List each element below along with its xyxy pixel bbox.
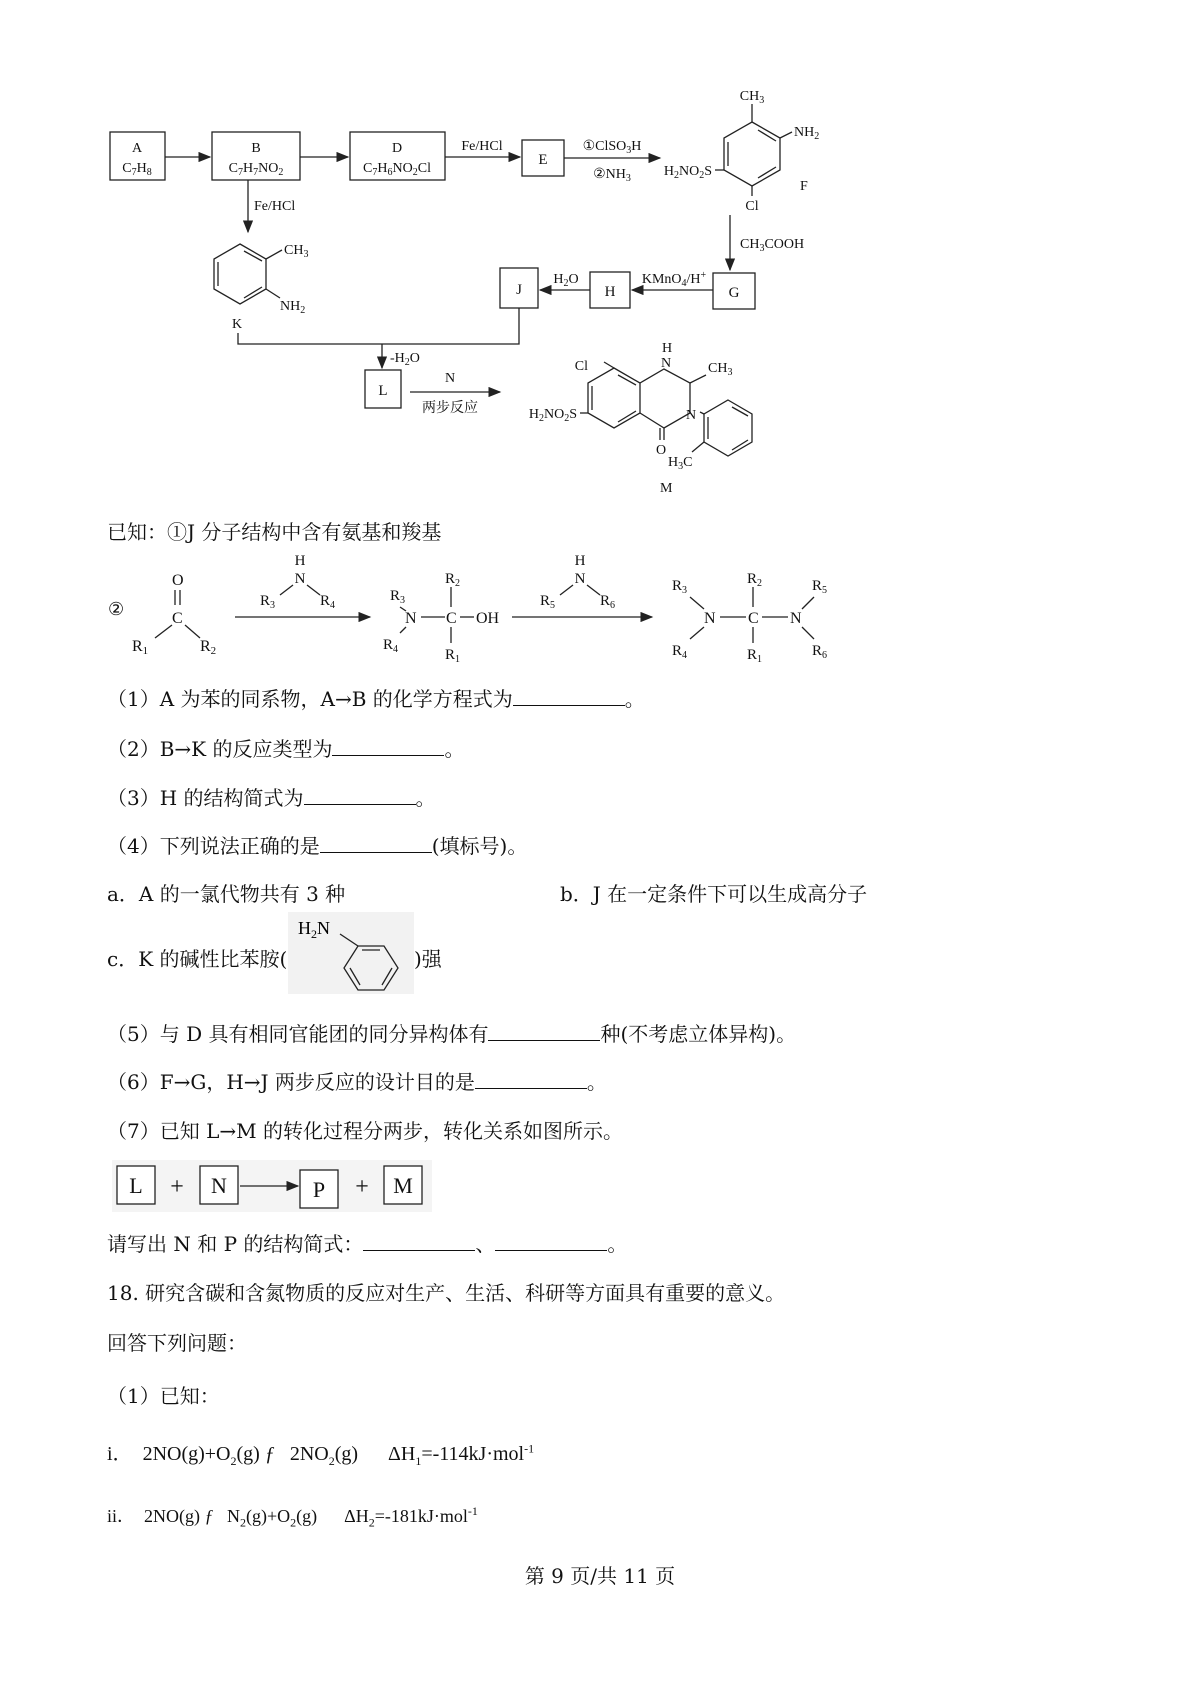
question-7-ask: 请写出 N 和 P 的结构简式： 、 。 xyxy=(107,1232,628,1256)
svg-text:L: L xyxy=(378,383,388,399)
svg-text:C7H8: $C_7H_8$ xyxy=(122,161,152,178)
svg-text:Cl: Cl xyxy=(745,199,759,214)
known-1: 已知：①J 分子结构中含有氨基和羧基 xyxy=(107,520,442,544)
reagent-kmno4: KMnO$_4$/H+ xyxy=(641,270,707,289)
compound-M xyxy=(529,341,752,496)
question-5: （5）与 D 具有相同官能团的同分异构体有 种(不考虑立体异构)。 xyxy=(107,1022,797,1046)
svg-text:R6: $R_6$ xyxy=(600,593,616,611)
svg-text:CH3: $CH_3$ xyxy=(284,243,309,260)
question-6: （6）F→G，H→J 两步反应的设计目的是 。 xyxy=(107,1070,607,1094)
svg-text:R5: $R_5$ xyxy=(812,578,828,596)
question-2: （2）B→K 的反应类型为 。 xyxy=(107,737,465,761)
reagent-two-step: 两步反应 xyxy=(422,401,478,416)
question-18-title: 18. 研究含碳和含氮物质的反应对生产、生活、科研等方面具有重要的意义。 xyxy=(107,1281,786,1305)
question-1: （1）A 为苯的同系物，A→B 的化学方程式为 。 xyxy=(107,687,645,711)
svg-text:H: H xyxy=(604,284,616,300)
reagent-minus-h2o: $-H_2O$ xyxy=(390,351,420,368)
option-a: a．A 的一氯代物共有 3 种 xyxy=(107,882,346,906)
svg-text:N: N xyxy=(704,610,716,627)
svg-text:K: K xyxy=(232,317,243,332)
aniline-structure xyxy=(288,912,414,994)
svg-text:CH3: $CH_3$ xyxy=(708,361,733,378)
box-H xyxy=(590,272,630,308)
reagent-fe-hcl-1: Fe/HCl xyxy=(461,139,503,154)
svg-text:R1: R1 xyxy=(132,638,149,657)
synthesis-scheme xyxy=(0,0,1200,520)
box-G xyxy=(713,273,755,309)
svg-text:M: M xyxy=(393,1173,413,1198)
svg-text:C7H6NO2Cl: $C_7H_6NO_2Cl$ xyxy=(363,161,431,178)
reagent-clso3h: ①ClSO$_3$H xyxy=(582,139,642,156)
svg-text:H2NO2S: $H_2NO_2S$ xyxy=(528,407,577,424)
svg-text:+: + xyxy=(170,1174,184,1200)
svg-text:G: G xyxy=(728,285,740,301)
compound-K xyxy=(214,243,308,332)
svg-text:R4: $R_4$ xyxy=(383,637,399,655)
box-D xyxy=(350,132,445,180)
svg-text:R4: $R_4$ xyxy=(672,643,688,661)
svg-text:P: P xyxy=(312,1177,326,1202)
option-b: b．J 在一定条件下可以生成高分子 xyxy=(560,882,868,906)
compound-F xyxy=(664,89,819,214)
svg-text:N: N xyxy=(211,1173,227,1198)
page-footer: 第 9 页/共 11 页 xyxy=(524,1564,676,1588)
svg-text:NH2: $NH_2$ xyxy=(280,299,306,316)
svg-text:E: E xyxy=(538,152,548,168)
svg-text:B: B xyxy=(251,141,261,156)
svg-text:C: C xyxy=(748,610,759,627)
question-7: （7）已知 L→M 的转化过程分两步，转化关系如图所示。 xyxy=(107,1119,623,1143)
svg-text:O: O xyxy=(656,443,667,458)
question-3: （3）H 的结构简式为 。 xyxy=(107,786,436,810)
svg-text:H: H xyxy=(662,341,673,356)
svg-text:R3: $R_3$ xyxy=(672,578,688,596)
equation-ii: ii． 2NO(g) ƒ $N_2(g)+O_2(g)$ $\Delta H_2=-181kJ\cdot mol^{-1}$ xyxy=(107,1504,478,1530)
svg-text:R6: $R_6$ xyxy=(812,643,828,661)
equation-i: i． $2NO(g)+O_2(g)$ ƒ $2NO_2(g)$ $\Delta H_1=-114kJ\cdot mol^{-1}$ xyxy=(107,1441,535,1468)
svg-text:OH: OH xyxy=(476,610,500,627)
box-J xyxy=(500,268,538,308)
svg-text:L: L xyxy=(129,1173,143,1198)
svg-text:R3: $R_3$ xyxy=(260,593,276,611)
svg-text:N: N xyxy=(790,610,802,627)
svg-text:R3: $R_3$ xyxy=(390,588,406,606)
svg-text:+: + xyxy=(355,1174,369,1200)
svg-text:O: O xyxy=(172,572,184,589)
svg-text:N: N xyxy=(686,408,697,423)
question-4: （4）下列说法正确的是 (填标号)。 xyxy=(107,834,528,858)
svg-text:H: H xyxy=(574,553,586,569)
svg-text:N: N xyxy=(661,356,672,371)
svg-text:J: J xyxy=(516,282,522,298)
svg-text:C7H7NO2: $C_7H_7NO_2$ xyxy=(228,161,284,178)
svg-text:R4: $R_4$ xyxy=(320,593,336,611)
known-reaction-2 xyxy=(100,545,1000,675)
svg-text:D: D xyxy=(391,141,403,156)
svg-text:R1: $R_1$ xyxy=(445,647,461,665)
svg-text:Cl: Cl xyxy=(574,359,588,374)
svg-text:R2: $R_2$ xyxy=(747,571,763,589)
svg-text:H2NO2S: $H_2NO_2S$ xyxy=(663,164,712,181)
answer-prompt: 回答下列问题： xyxy=(107,1331,247,1355)
box-L xyxy=(365,370,401,408)
svg-text:N: N xyxy=(294,571,306,587)
svg-text:A: A xyxy=(131,141,143,156)
reagent-ch3cooh: $CH_3COOH$ xyxy=(740,237,805,254)
svg-text:H3C: $H_3C$ xyxy=(668,455,693,472)
svg-text:R1: $R_1$ xyxy=(747,647,763,665)
question-18-1: （1）已知： xyxy=(107,1384,220,1408)
svg-text:R2: $R_2$ xyxy=(445,571,461,589)
svg-text:C: C xyxy=(172,610,183,627)
reagent-N: N xyxy=(444,371,456,386)
option-c-pre: c．K 的碱性比苯胺( xyxy=(107,947,288,971)
svg-text:R5: $R_5$ xyxy=(540,593,556,611)
svg-text:N: N xyxy=(405,610,417,627)
reagent-h2o: $H_2O$ xyxy=(553,272,579,289)
reagent-nh3: $②NH_3$ xyxy=(593,167,631,184)
option-c-post: )强 xyxy=(414,947,442,971)
svg-text:H2N: $H_2N$ xyxy=(298,918,330,941)
box-E xyxy=(522,140,564,176)
svg-text:N: N xyxy=(574,571,586,587)
box-B xyxy=(212,132,300,180)
svg-text:M: M xyxy=(660,481,673,496)
svg-text:H: H xyxy=(294,553,306,569)
svg-text:F: F xyxy=(800,179,808,194)
svg-text:NH2: $NH_2$ xyxy=(794,125,820,142)
reagent-fe-hcl-2: Fe/HCl xyxy=(254,199,296,214)
L-N-P-M-scheme xyxy=(112,1160,432,1212)
box-A xyxy=(110,132,165,180)
svg-text:②: ② xyxy=(108,599,125,619)
svg-text:CH3: $CH_3$ xyxy=(739,89,765,106)
svg-text:C: C xyxy=(446,610,457,627)
svg-text:R2: R2 xyxy=(200,638,217,657)
